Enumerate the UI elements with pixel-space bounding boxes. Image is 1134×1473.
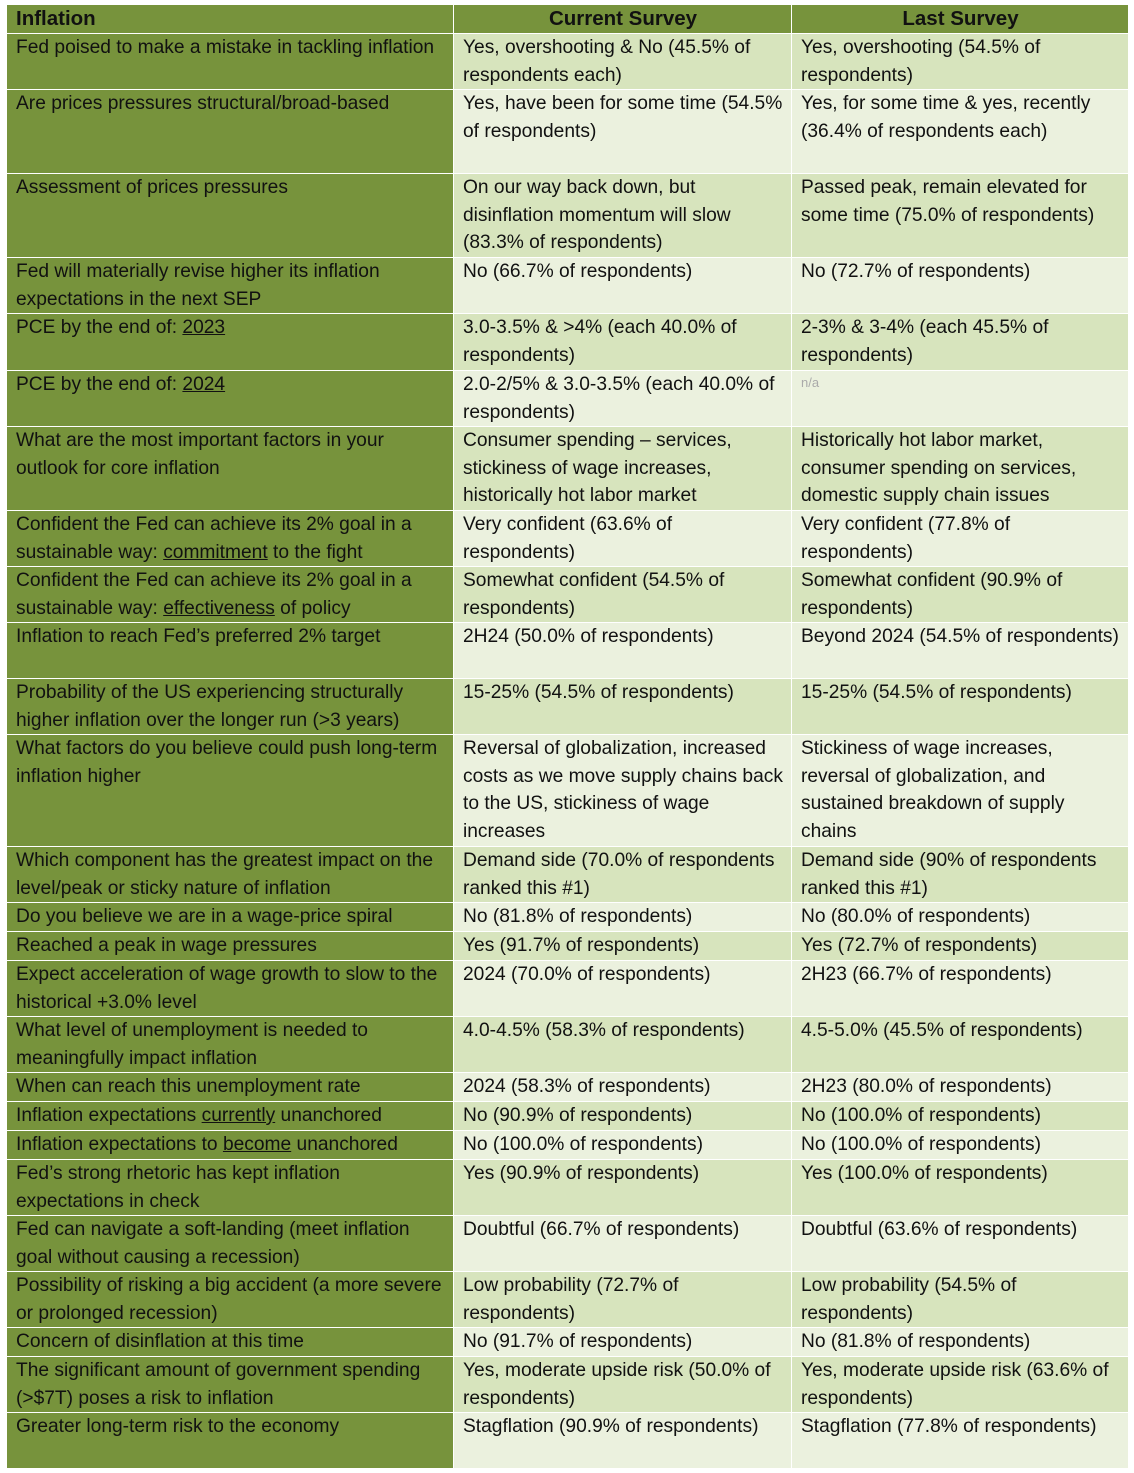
- last-survey-cell: Yes, moderate upside risk (63.6% of respondents): [792, 1357, 1129, 1413]
- current-survey-cell: Stagflation (90.9% of respondents): [454, 1413, 792, 1469]
- question-underlined-text: 2023: [182, 317, 226, 338]
- question-cell: What are the most important factors in your outlook for core inflation: [7, 427, 454, 511]
- current-survey-cell: Yes, have been for some time (54.5% of respondents): [454, 90, 792, 174]
- current-survey-cell: No (100.0% of respondents): [454, 1131, 792, 1160]
- table-row: [7, 314, 1129, 371]
- table-row: [7, 1357, 1129, 1413]
- table-row: [7, 1160, 1129, 1216]
- table-row: [7, 1017, 1129, 1073]
- last-survey-cell: Yes (100.0% of respondents): [792, 1160, 1129, 1216]
- current-survey-cell: Yes (91.7% of respondents): [454, 932, 792, 961]
- table-row: [7, 1328, 1129, 1357]
- question-cell: Fed can navigate a soft-landing (meet inflation goal without causing a recession): [7, 1216, 454, 1272]
- current-survey-cell: Consumer spending – services, stickiness of wage increases, historically hot labor market: [454, 427, 792, 511]
- last-survey-cell: No (72.7% of respondents): [792, 258, 1129, 314]
- table-row: [7, 567, 1129, 623]
- question-cell: Do you believe we are in a wage-price spiral: [7, 903, 454, 932]
- header-row: [7, 5, 1129, 34]
- question-cell: Probability of the US experiencing structurally higher inflation over the longer run (>3 years): [7, 679, 454, 735]
- table-row: [7, 34, 1129, 90]
- current-survey-cell: No (90.9% of respondents): [454, 1102, 792, 1131]
- question-underlined-text: effectiveness: [163, 597, 275, 619]
- table-row: [7, 1216, 1129, 1272]
- current-survey-cell: 2024 (58.3% of respondents): [454, 1073, 792, 1102]
- question-cell: [7, 314, 454, 371]
- table-row: [7, 679, 1129, 735]
- question-text: Inflation expectations: [16, 1105, 202, 1126]
- last-survey-cell: Low probability (54.5% of respondents): [792, 1272, 1129, 1328]
- table-row: [7, 1102, 1129, 1131]
- question-text: Confident the Fed can achieve its 2% goal in a sustainable way:: [16, 570, 412, 619]
- question-text-end: unanchored: [275, 1105, 382, 1126]
- last-survey-cell: 2H23 (66.7% of respondents): [792, 961, 1129, 1017]
- question-cell: [7, 511, 454, 567]
- current-survey-cell: Yes (90.9% of respondents): [454, 1160, 792, 1216]
- question-cell: Fed poised to make a mistake in tackling inflation: [7, 34, 454, 90]
- table-row: [7, 1272, 1129, 1328]
- last-survey-cell: Beyond 2024 (54.5% of respondents): [792, 623, 1129, 679]
- table-row: [7, 511, 1129, 567]
- question-cell: What factors do you believe could push long-term inflation higher: [7, 735, 454, 847]
- table-row: [7, 961, 1129, 1017]
- question-cell: Concern of disinflation at this time: [7, 1328, 454, 1357]
- table-row: [7, 903, 1129, 932]
- table-row: [7, 371, 1129, 427]
- current-survey-cell: No (81.8% of respondents): [454, 903, 792, 932]
- last-survey-cell: n/a: [792, 371, 1129, 427]
- current-survey-cell: No (66.7% of respondents): [454, 258, 792, 314]
- question-cell: Greater long-term risk to the economy: [7, 1413, 454, 1469]
- question-underlined-text: currently: [201, 1105, 276, 1126]
- last-survey-cell: 15-25% (54.5% of respondents): [792, 679, 1129, 735]
- current-survey-cell: 4.0-4.5% (58.3% of respondents): [454, 1017, 792, 1073]
- table-row: [7, 1131, 1129, 1160]
- question-cell: Fed will materially revise higher its inflation expectations in the next SEP: [7, 258, 454, 314]
- last-survey-cell: No (81.8% of respondents): [792, 1328, 1129, 1357]
- last-survey-cell: Somewhat confident (90.9% of respondents): [792, 567, 1129, 623]
- question-cell: What level of unemployment is needed to meaningfully impact inflation: [7, 1017, 454, 1073]
- table-row: [7, 1413, 1129, 1469]
- question-underlined-text: commitment: [163, 541, 268, 563]
- current-survey-cell: Doubtful (66.7% of respondents): [454, 1216, 792, 1272]
- last-survey-cell: No (80.0% of respondents): [792, 903, 1129, 932]
- current-survey-cell: Low probability (72.7% of respondents): [454, 1272, 792, 1328]
- header-current-survey: Current Survey: [454, 5, 792, 34]
- header-inflation: Inflation: [7, 5, 454, 34]
- question-text: Inflation expectations to: [16, 1134, 223, 1155]
- current-survey-cell: 2024 (70.0% of respondents): [454, 961, 792, 1017]
- question-underlined-text: 2024: [182, 374, 226, 395]
- last-survey-cell: Yes, for some time & yes, recently (36.4% of respondents each): [792, 90, 1129, 174]
- last-survey-cell: 2-3% & 3-4% (each 45.5% of respondents): [792, 314, 1129, 371]
- current-survey-cell: No (91.7% of respondents): [454, 1328, 792, 1357]
- current-survey-cell: 2H24 (50.0% of respondents): [454, 623, 792, 679]
- last-survey-cell: No (100.0% of respondents): [792, 1131, 1129, 1160]
- question-cell: Assessment of prices pressures: [7, 174, 454, 258]
- last-survey-cell: Demand side (90% of respondents ranked this #1): [792, 847, 1129, 903]
- question-cell: [7, 1102, 454, 1131]
- table-row: [7, 847, 1129, 903]
- last-survey-cell: Very confident (77.8% of respondents): [792, 511, 1129, 567]
- inflation-survey-table: [6, 4, 1129, 1469]
- question-text: Confident the Fed can achieve its 2% goal in a sustainable way:: [16, 514, 412, 563]
- last-survey-cell: Stagflation (77.8% of respondents): [792, 1413, 1129, 1469]
- question-cell: Expect acceleration of wage growth to slow to the historical +3.0% level: [7, 961, 454, 1017]
- question-cell: Are prices pressures structural/broad-based: [7, 90, 454, 174]
- question-cell: Reached a peak in wage pressures: [7, 932, 454, 961]
- current-survey-cell: Somewhat confident (54.5% of respondents): [454, 567, 792, 623]
- question-cell: Fed’s strong rhetoric has kept inflation expectations in check: [7, 1160, 454, 1216]
- table-row: [7, 932, 1129, 961]
- question-text-end: to the fight: [267, 541, 363, 563]
- current-survey-cell: 15-25% (54.5% of respondents): [454, 679, 792, 735]
- question-cell: Possibility of risking a big accident (a more severe or prolonged recession): [7, 1272, 454, 1328]
- question-text-end: of policy: [274, 597, 351, 619]
- current-survey-cell: Very confident (63.6% of respondents): [454, 511, 792, 567]
- current-survey-cell: 3.0-3.5% & >4% (each 40.0% of respondents): [454, 314, 792, 371]
- question-cell: [7, 1131, 454, 1160]
- last-survey-cell: Stickiness of wage increases, reversal of globalization, and sustained breakdown of supply chains: [792, 735, 1129, 847]
- question-cell: The significant amount of government spending (>$7T) poses a risk to inflation: [7, 1357, 454, 1413]
- current-survey-cell: 2.0-2/5% & 3.0-3.5% (each 40.0% of respondents): [454, 371, 792, 427]
- table-row: [7, 258, 1129, 314]
- header-last-survey: Last Survey: [792, 5, 1129, 34]
- current-survey-cell: Yes, overshooting & No (45.5% of respondents each): [454, 34, 792, 90]
- last-survey-cell: 2H23 (80.0% of respondents): [792, 1073, 1129, 1102]
- question-text-end: unanchored: [291, 1134, 398, 1155]
- question-text: PCE by the end of:: [16, 317, 183, 338]
- question-cell: Which component has the greatest impact on the level/peak or sticky nature of inflation: [7, 847, 454, 903]
- table-row: [7, 90, 1129, 174]
- question-cell: [7, 371, 454, 427]
- question-text: PCE by the end of:: [16, 374, 183, 395]
- last-survey-cell: 4.5-5.0% (45.5% of respondents): [792, 1017, 1129, 1073]
- question-underlined-text: become: [222, 1134, 292, 1155]
- table-row: [7, 1073, 1129, 1102]
- last-survey-cell: Doubtful (63.6% of respondents): [792, 1216, 1129, 1272]
- question-cell: [7, 567, 454, 623]
- last-survey-cell: Historically hot labor market, consumer spending on services, domestic supply chain issues: [792, 427, 1129, 511]
- current-survey-cell: Demand side (70.0% of respondents ranked this #1): [454, 847, 792, 903]
- last-survey-cell: Yes, overshooting (54.5% of respondents): [792, 34, 1129, 90]
- question-cell: Inflation to reach Fed’s preferred 2% target: [7, 623, 454, 679]
- last-survey-cell: Yes (72.7% of respondents): [792, 932, 1129, 961]
- table-row: [7, 174, 1129, 258]
- table-row: [7, 735, 1129, 847]
- question-cell: When can reach this unemployment rate: [7, 1073, 454, 1102]
- table-row: [7, 427, 1129, 511]
- last-survey-cell: No (100.0% of respondents): [792, 1102, 1129, 1131]
- current-survey-cell: Reversal of globalization, increased costs as we move supply chains back to the US, stickiness of wage increases: [454, 735, 792, 847]
- table-row: [7, 623, 1129, 679]
- last-survey-cell: Passed peak, remain elevated for some time (75.0% of respondents): [792, 174, 1129, 258]
- current-survey-cell: On our way back down, but disinflation momentum will slow (83.3% of respondents): [454, 174, 792, 258]
- current-survey-cell: Yes, moderate upside risk (50.0% of respondents): [454, 1357, 792, 1413]
